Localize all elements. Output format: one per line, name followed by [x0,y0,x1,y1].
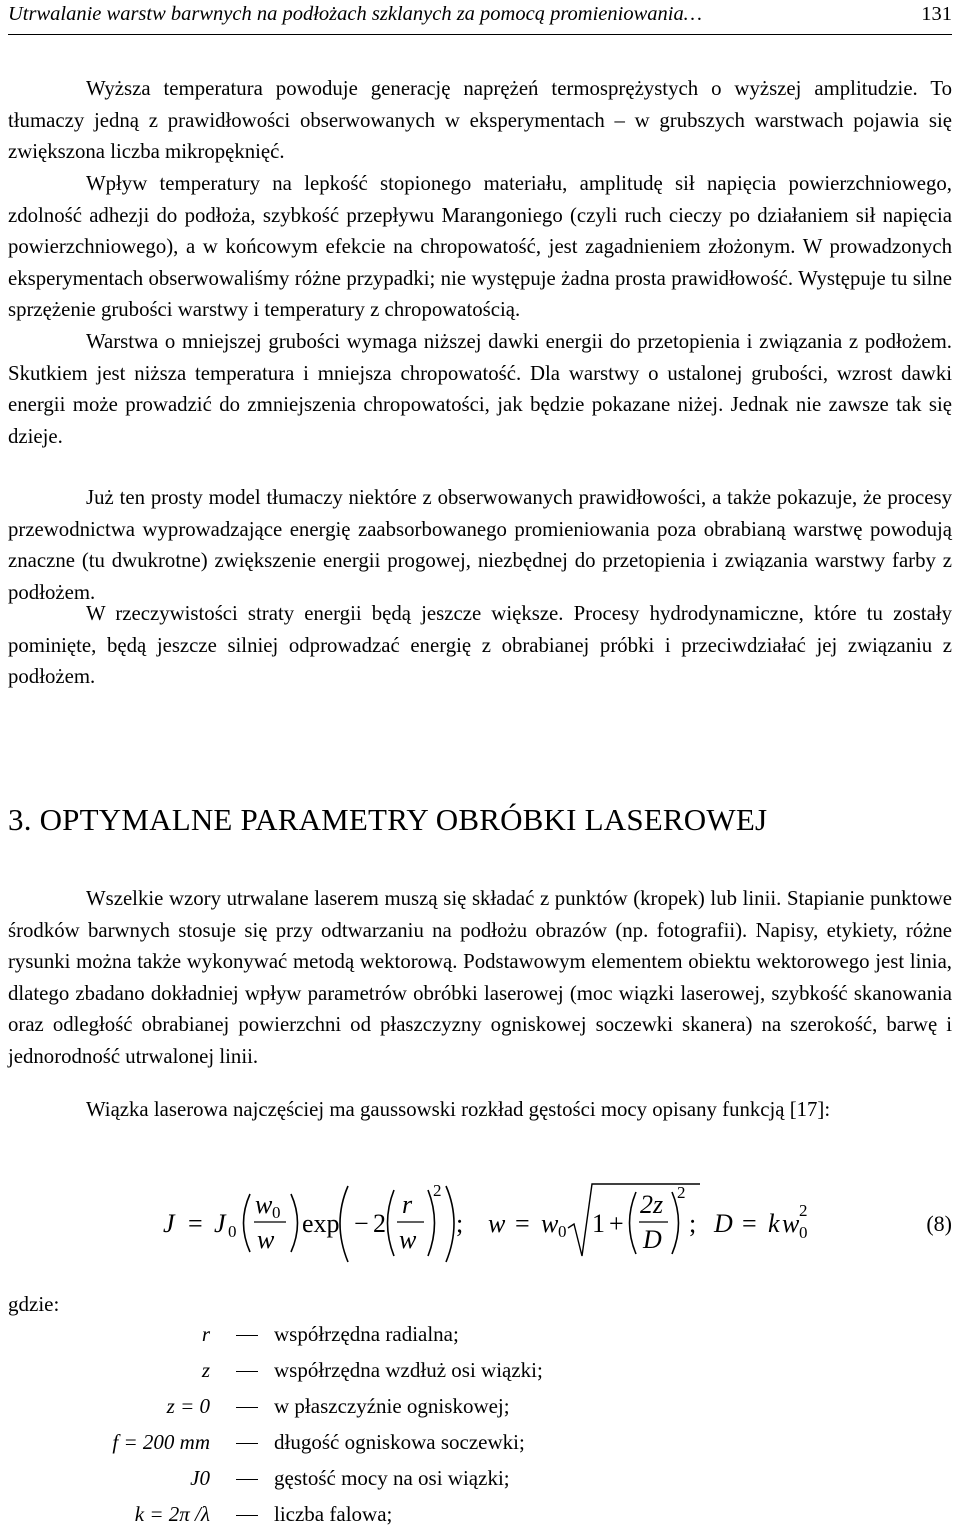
definition-dash [236,1371,258,1372]
paragraph-vector-method: Wszelkie wzory utrwalane laserem muszą się składać z punktów (kropek) lub linii. Stapianie punktowe środków barwnych stosuje się przy odtwarzaniu na podłożu obrazów (np. fotografii). Napisy, etykiety, różne rysunki można także wykonywać metodą wektorową. Podstawowym elementem obiektu wektorowego jest linia, dlatego zbadano dokładniej wpływ parametrów obróbki laserowej (moc wiązki laserowej, szybkość skanowania oraz odległość obrabianej powierzchni od płaszczyzny ogniskowej soczewki skanera) na szerokość, barwę i jednorodność utrwalonej linii. [8,887,952,1068]
equation-number: (8) [926,1211,952,1236]
eq-semicolon-1: ; [456,1209,464,1238]
eq-plus: + [609,1209,624,1238]
paragraph-layer-thickness: Warstwa o mniejszej grubości wymaga niższej dawki energii do przetopienia i związania z podłożem. Skutkiem jest niższa temperatura i mniejsza chropowatość. Dla warstwy o ustalonej grubości, wzrost dawki energii może prowadzić do zmniejszenia chropowatości, jak będzie pokazane niżej. Jednak nie zawsze tak się dzieje. [8,330,952,448]
eq-sup-2-c: 2 [799,1201,808,1220]
definition-symbol: r [201,1322,210,1346]
eq-2z-num: 2z [640,1190,664,1219]
eq-w0-rhs: w [541,1209,559,1238]
definition-row [0,1322,960,1358]
definition-dash [236,1407,258,1408]
definition-dash [236,1479,258,1480]
eq-sub-0-b: 0 [272,1203,281,1222]
paragraph-energy-losses: W rzeczywistości straty energii będą jeszcze większe. Procesy hydrodynamiczne, które tu zostały pominięte, będą jeszcze silniej odprowadzać energię z obrabianej próbki i przeciwdziałać jej związaniu z podłożem. [8,602,952,689]
paragraph-simple-model: Już ten prosty model tłumaczy niektóre z obserwowanych prawidłowości, a także pokazuje, że procesy przewodnictwa wyprowadzające energię zaabsorbowanego promieniowania poza obrabianą warstwę powodują znaczne (tu dwukrotne) zwiększenie energii progowej, niezbędnej do przetopienia i związania warstwy farby z podłożem. [8,486,952,604]
definition-row [0,1394,960,1430]
eq-w-den-2: w [399,1225,417,1254]
definition-dash [236,1515,258,1516]
paragraph-gaussian-beam: Wiązka laserowa najczęściej ma gaussowski rozkład gęstości mocy opisany funkcją [17]: [86,1098,831,1121]
eq-sub-0-d: 0 [799,1223,808,1242]
definition-row [0,1466,960,1502]
eq-minus-1: − [354,1209,369,1238]
where-label: gdzie: [8,1292,60,1316]
eq-equals-2: = [515,1209,530,1238]
eq-exp: exp [302,1209,340,1238]
paragraph-viscosity-influence: Wpływ temperatury na lepkość stopionego materiału, amplitudę sił napięcia powierzchniowego, zdolność adhezji do podłoża, szybkość przepływu Marangoniego (czyli ruch cieczy po działaniem sił napięcia powierzchniowego), a w końcowym efekcie na chropowatość, jest zagadnieniem złożonym. W prowadzonych eksperymentach obserwowaliśmy różne przypadki; nie występuje żadna prosta prawidłowość. Występuje tu silne sprzężenie grubości warstwy i temperatury z chropowatością. [8,172,952,322]
definition-symbol: f = 200 mm [112,1430,210,1454]
eq-w-den-1: w [257,1225,275,1254]
eq-two-1: 2 [373,1209,386,1238]
eq-D-den: D [643,1225,662,1254]
definition-symbol: J0 [190,1466,210,1490]
definition-dash [236,1443,258,1444]
eq-sup-2-a: 2 [433,1181,442,1200]
eq-symbol-J: J [163,1209,175,1238]
page-number: 131 [921,3,952,25]
eq-symbol-J0: J [214,1209,226,1238]
eq-sub-0-a: 0 [228,1222,237,1241]
definition-symbol: z [201,1358,210,1382]
eq-one: 1 [592,1209,605,1238]
equation-8 [0,1180,960,1270]
running-header [8,0,952,35]
paragraph-thermal-stress: Wyższa temperatura powoduje generację naprężeń termosprężystych o wyższej amplitudzie. To tłumaczy jedną z prawidłowości obserwowanych w eksperymentach – w grubszych warstwach pojawia się zwiększona liczba mikropęknięć. [8,77,952,164]
definition-row [0,1502,960,1538]
section-heading: 3. OPTYMALNE PARAMETRY OBRÓBKI LASEROWEJ [8,802,768,837]
definition-text: współrzędna radialna; [274,1322,459,1346]
definition-row [0,1430,960,1466]
eq-paren-close-2 [446,1186,454,1262]
equation-graphic [0,1180,960,1270]
eq-w-D: w [782,1209,800,1238]
eq-equals-1: = [188,1209,203,1238]
eq-D-lhs: D [714,1209,733,1238]
definition-symbol: k = 2π /λ [134,1502,210,1526]
eq-r-num: r [402,1190,413,1219]
definition-dash [236,1335,258,1336]
eq-sub-0-c: 0 [558,1222,567,1241]
definition-text: długość ogniskowa soczewki; [274,1430,525,1454]
definition-text: współrzędna wzdłuż osi wiązki; [274,1358,543,1382]
eq-paren-open-1 [244,1194,251,1252]
eq-k: k [768,1209,780,1238]
definition-symbol: z = 0 [166,1394,210,1418]
definition-text: w płaszczyźnie ogniskowej; [274,1394,510,1418]
eq-paren-open-4 [630,1192,637,1254]
eq-sup-2-b: 2 [677,1183,686,1202]
eq-paren-open-3 [388,1190,395,1256]
running-header-title: Utrwalanie warstw barwnych na podłożach szklanych za pomocą promieniowania… [8,3,702,25]
eq-paren-close-1 [291,1194,298,1252]
definition-row [0,1358,960,1394]
eq-paren-open-2 [340,1186,348,1262]
eq-semicolon-2: ; [689,1209,697,1238]
eq-w0-num: w [255,1190,273,1219]
eq-equals-3: = [742,1209,757,1238]
definition-text: liczba falowa; [274,1502,393,1526]
definition-text: gęstość mocy na osi wiązki; [274,1466,510,1490]
eq-w-lhs: w [488,1209,506,1238]
